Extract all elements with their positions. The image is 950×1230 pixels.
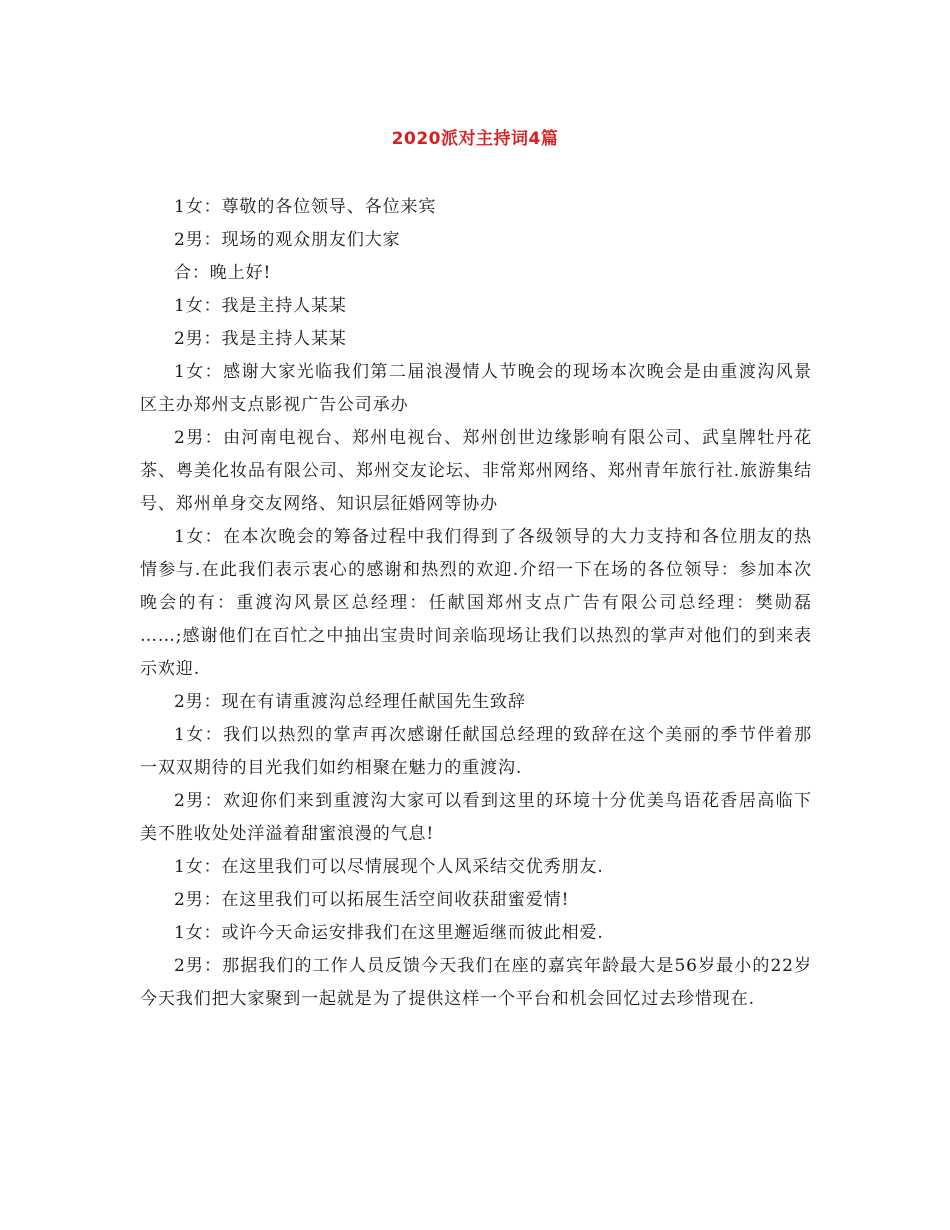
paragraph: 2男：那据我们的工作人员反馈今天我们在座的嘉宾年龄最大是56岁最小的22岁今天我们把大家聚到一起就是为了提供这样一个平台和机会回忆过去珍惜现在. (140, 956, 812, 1009)
paragraph: 2男：欢迎你们来到重渡沟大家可以看到这里的环境十分优美鸟语花香居高临下美不胜收处处洋溢着甜蜜浪漫的气息! (140, 791, 812, 844)
paragraph: 1女：在本次晚会的筹备过程中我们得到了各级领导的大力支持和各位朋友的热情参与.在此我们表示衷心的感谢和热烈的欢迎.介绍一下在场的各位领导：参加本次晚会的有：重渡沟风景区总经理：任献国郑州支点广告有限公司总经理：樊勋磊 ……;感谢他们在百忙之中抽出宝贵时间亲临现场让我们以热烈的掌声对他们的到来表示欢迎. (140, 527, 812, 679)
paragraph: 2男：由河南电视台、郑州电视台、郑州创世边缘影响有限公司、武皇牌牡丹花茶、粤美化妆品有限公司、郑州交友论坛、非常郑州网络、郑州青年旅行社.旅游集结号、郑州单身交友网络、知识层征婚网等协办 (140, 428, 812, 514)
paragraph: 合：晚上好! (174, 263, 272, 283)
paragraph: 1女：我是主持人某某 (174, 296, 347, 316)
paragraph: 1女：或许今天命运安排我们在这里邂逅继而彼此相爱. (174, 923, 604, 943)
paragraph: 2男：现场的观众朋友们大家 (174, 230, 401, 250)
document-title: 2020派对主持词4篇 (391, 129, 559, 149)
document-body (140, 191, 812, 1016)
paragraph: 2男：现在有请重渡沟总经理任献国先生致辞 (174, 692, 526, 712)
paragraph: 2男：我是主持人某某 (174, 329, 347, 349)
paragraph: 2男：在这里我们可以拓展生活空间收获甜蜜爱情! (174, 890, 570, 910)
paragraph: 1女：感谢大家光临我们第二届浪漫情人节晚会的现场本次晚会是由重渡沟风景区主办郑州支点影视广告公司承办 (140, 362, 812, 415)
paragraph: 1女：我们以热烈的掌声再次感谢任献国总经理的致辞在这个美丽的季节伴着那一双双期待的目光我们如约相聚在魅力的重渡沟. (140, 725, 812, 778)
paragraph: 1女：尊敬的各位领导、各位来宾 (174, 197, 437, 217)
paragraph: 1女：在这里我们可以尽情展现个人风采结交优秀朋友. (174, 857, 604, 877)
